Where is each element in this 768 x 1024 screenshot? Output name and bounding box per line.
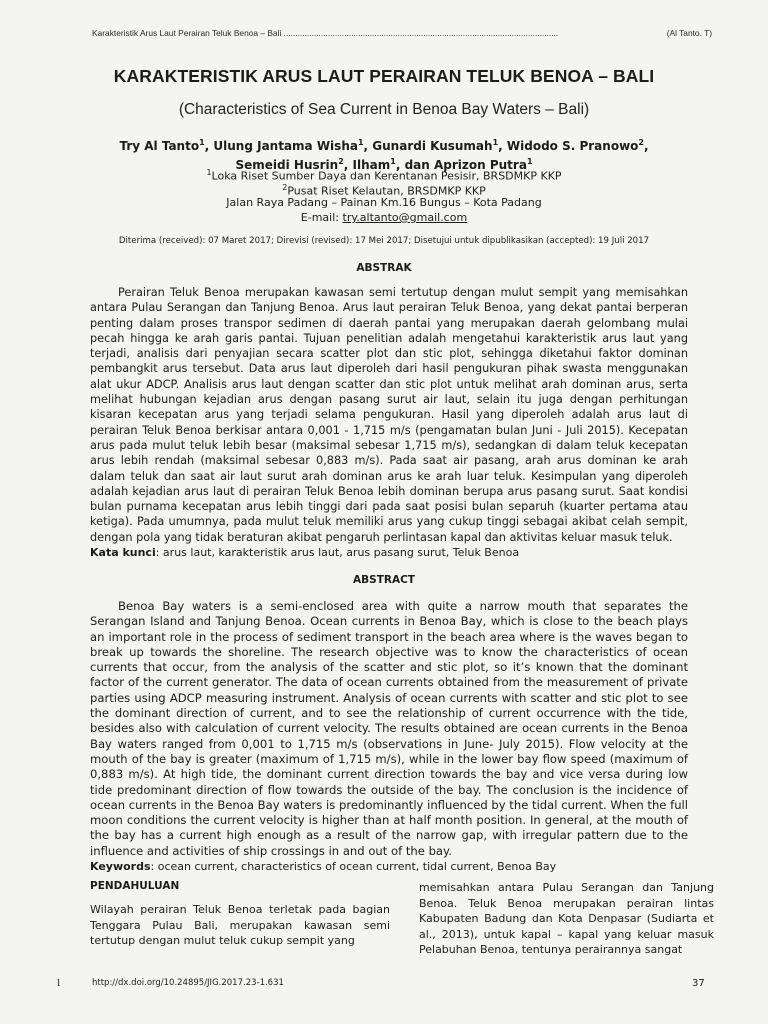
paper-subtitle: (Characteristics of Sea Current in Benoa Bay Waters – Bali) bbox=[178, 101, 590, 118]
pendahuluan-heading: PENDAHULUAN bbox=[90, 880, 180, 892]
pendahuluan-left-column: Wilayah perairan Teluk Benoa terletak pada bagian Tenggara Pulau Bali, merupakan kawasan semi tertutup dengan mulut teluk cukup sempit yang bbox=[90, 903, 390, 948]
submission-dates: Diterima (received): 07 Maret 2017; Direvisi (revised): 17 Mei 2017; Disetujui untuk dipublikasikan (accepted): 19 Juli 2017 bbox=[118, 236, 650, 246]
running-title: Karakteristik Arus Laut Perairan Teluk Benoa – Bali ...................................................................................................................... bbox=[92, 28, 559, 38]
kata-kunci-text: : arus laut, karakteristik arus laut, arus pasang surut, Teluk Benoa bbox=[155, 546, 520, 559]
author-name: , dan Aprizon Putra bbox=[395, 158, 527, 172]
abstrak-body: Perairan Teluk Benoa merupakan kawasan semi tertutup dengan mulut sempit yang memisahkan antara Pulau Serangan dan Tanjung Benoa. Arus laut perairan Teluk Benoa, yang dekat pantai berperan penting dalam proses transpor sedimen di daerah pantai yang merupakan daerah gelombang mulai pecah hingga ke arah garis pantai. Tujuan penelitian adalah mengetahui karakteristik arus laut yang terjadi, analisis dari penyajian secara scatter plot dan stic plot, sehingga diketahui faktor dominan pembangkit arus tersebut. Data arus laut diperoleh dari hasil pengukuran pihak swasta menggunakan alat ukur ADCP. Analisis arus laut dengan scatter dan stic plot untuk melihat arah dominan arus, serta melihat hubungan kejadian arus dengan pasang surut air laut, selain itu juga dengan perhitungan kisaran kecepatan arus yang terjadi selama pengukuran. Hasil yang diperoleh adalah arus laut di perairan Teluk Benoa berkisar antara 0,001 - 1,715 m/s (pengamatan bulan Juni - Juli 2015). Kecepatan arus pada mulut teluk lebih besar (maksimal sebesar 1,715 m/s), sedangkan di dalam teluk kecepatan arus lebih rendah (maksimal sebesar 0,883 m/s). Pada saat air pasang, arah arus dominan ke arah dalam teluk dan saat air laut surut arah dominan arus ke arah luar teluk. Kesimpulan yang diperoleh adalah kejadian arus laut di perairan Teluk Benoa lebih dominan berupa arus pasang surut. Saat kondisi bulan purnama kecepatan arus lebih tinggi dari pada saat posisi bulan separuh (kuarter pertama atau ketiga). Pada umumnya, pada mulut teluk memiliki arus yang cukup tinggi sebagai akibat celah sempit, dengan pola yang tidak beraturan akibat pengaruh perlintasan kapal dan aktivitas keluar masuk teluk. bbox=[90, 286, 688, 544]
author-sup: 1 bbox=[492, 138, 499, 147]
affiliation-text: Pusat Riset Kelautan, BRSDMKP KKP bbox=[287, 184, 486, 198]
author-name: , Widodo S. Pranowo bbox=[498, 139, 639, 153]
author-sup: 2 bbox=[338, 157, 344, 166]
author-sup: 1 bbox=[199, 138, 205, 147]
affiliation-address: Jalan Raya Padang – Painan Km.16 Bungus – Kota Padang bbox=[226, 196, 542, 209]
author-sup: 1 bbox=[526, 157, 533, 166]
affiliation-text: Loka Riset Sumber Daya dan Kerentanan Pesisir, BRSDMKP KKP bbox=[211, 169, 562, 183]
footer-line-number: 1 bbox=[56, 978, 61, 989]
abstract-body: Benoa Bay waters is a semi-enclosed area with quite a narrow mouth that separates the Serangan Island and Tanjung Benoa. Ocean currents in Benoa Bay, which is close to the beach plays an important role in the process of sediment transport in the beach area where is the waves began to break up towards the shoreline. The research objective was to know the characteristics of ocean currents that occur, from the analysis of the scatter and stic plot, so it’s known that the dominant factor of the current generator. The data of ocean currents obtained from the measurement of private parties using ADCP measuring instrument. Analysis of ocean currents with scatter and stic plot to see the dominant direction of current, and to see the relationship of current occurrence with the tide, besides also with calculation of current velocity. The results obtained are ocean currents in the Benoa Bay waters ranged from 0,001 to 1,715 m/s (observations in June- July 2015). Flow velocity at the mouth of the bay is greater (maximum of 1,715 m/s), while in the lower bay flow speed (maximum of 0,883 m/s). At high tide, the dominant current direction towards the bay and vice versa during low tide predominant direction of flow towards the outside of the bay. The conclusion is the incidence of ocean currents in the Benoa Bay waters is predominantly influenced by the tidal current. When the full moon conditions the current velocity is higher than at half month position. In general, at the mouth of the bay has a current high enough as a result of the narrow gap, with irregular pattern due to the influence and activities of ship crossings in and out of the bay. bbox=[90, 599, 688, 858]
abstract-heading: ABSTRACT bbox=[353, 574, 415, 586]
footer-doi-link[interactable]: http://dx.doi.org/10.24895/JIG.2017.23-1.631 bbox=[92, 978, 284, 988]
author-sup: 1 bbox=[390, 157, 396, 166]
kata-kunci bbox=[90, 546, 688, 559]
running-header bbox=[92, 28, 712, 38]
author-sup: 1 bbox=[357, 138, 364, 147]
abstrak-heading: ABSTRAK bbox=[356, 262, 412, 274]
email-label: E-mail: bbox=[300, 211, 343, 224]
keywords bbox=[90, 860, 688, 873]
keywords-text: : ocean current, characteristics of ocean current, tidal current, Benoa Bay bbox=[150, 860, 557, 873]
author-sup: 2 bbox=[638, 138, 644, 147]
affiliation-sup: 2 bbox=[282, 183, 288, 192]
email-line bbox=[100, 210, 668, 225]
email-link[interactable]: try.altanto@gmail.com bbox=[342, 211, 468, 224]
author-name: , Gunardi Kusumah bbox=[363, 139, 493, 153]
author-name: Try Al Tanto bbox=[119, 139, 200, 153]
author-name: , Ulung Jantama Wisha bbox=[204, 139, 358, 153]
kata-kunci-label: Kata kunci bbox=[90, 546, 156, 559]
author-name: , Semeidi Husrin bbox=[235, 139, 649, 172]
running-author: (Al Tanto. T) bbox=[666, 28, 712, 38]
keywords-label: Keywords bbox=[90, 860, 151, 873]
pendahuluan-right-column: memisahkan antara Pulau Serangan dan Tanjung Benoa. Teluk Benoa merupakan perairan lintas Kabupaten Badung dan Kota Denpasar (Sudiarta et al., 2013), untuk kapal – kapal yang keluar masuk Pelabuhan Benoa, tentunya perairannya sangat bbox=[419, 881, 714, 957]
page-number: 37 bbox=[692, 978, 705, 989]
paper-title: KARAKTERISTIK ARUS LAUT PERAIRAN TELUK BENOA – BALI bbox=[113, 66, 655, 86]
author-name: , Ilham bbox=[343, 158, 391, 172]
affiliation-sup: 1 bbox=[206, 168, 212, 177]
